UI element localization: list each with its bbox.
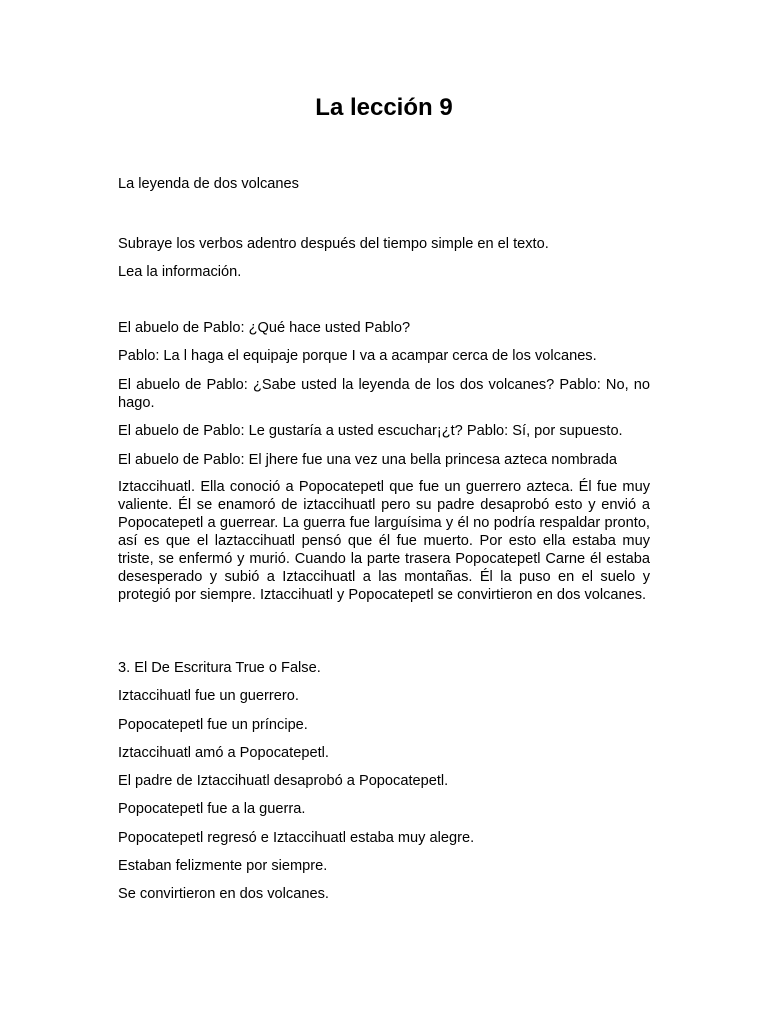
instruction-underline: Subraye los verbos adentro después del tiempo simple en el texto. xyxy=(118,236,549,252)
dialogue-line: El abuelo de Pablo: ¿Qué hace usted Pablo? xyxy=(118,320,411,336)
dialogue-line: El abuelo de Pablo: El jhere fue una vez una bella princesa azteca nombrada xyxy=(118,452,617,468)
exercise-statement: El padre de Iztaccihuatl desaprobó a Popocatepetl. xyxy=(118,773,449,789)
exercise-statement: Estaban felizmente por siempre. xyxy=(118,858,328,874)
dialogue-line: El abuelo de Pablo: Le gustaría a usted escuchar¡¿t? Pablo: Sí, por supuesto. xyxy=(118,423,623,439)
exercise-statement: Iztaccihuatl amó a Popocatepetl. xyxy=(118,745,329,761)
dialogue-line: El abuelo de Pablo: ¿Sabe usted la leyenda de los dos volcanes? Pablo: No, no hago. xyxy=(118,377,650,411)
exercise-heading: 3. El De Escritura True o False. xyxy=(118,660,321,676)
exercise-statement: Popocatepetl fue un príncipe. xyxy=(118,717,308,733)
story-paragraph: Iztaccihuatl. Ella conoció a Popocatepetl que fue un guerrero azteca. Él fue muy valiente. Él se enamoró de iztaccihuatl pero su padre desaprobó esto y envió a Popocatepetl a guerrear. La guerra fue larguísima y él no podría respaldar pronto, así es que el laztaccihuatl pensó que él fue muerto. Por esto ella estaba muy triste, se enfermó y murió. Cuando la parte trasera Popocatepetl Carne él estaba desesperado y subió a Iztaccihuatl a las montañas. Él la puso en el suelo y protegió por siempre. Iztaccihuatl y Popocatepetl se convirtieron en dos volcanes. xyxy=(118,479,650,603)
subtitle: La leyenda de dos volcanes xyxy=(118,176,299,192)
page-title: La lección 9 xyxy=(315,94,453,121)
instruction-read: Lea la información. xyxy=(118,264,242,280)
exercise-statement: Se convirtieron en dos volcanes. xyxy=(118,886,329,902)
exercise-statement: Popocatepetl regresó e Iztaccihuatl estaba muy alegre. xyxy=(118,830,475,846)
dialogue-line: Pablo: La l haga el equipaje porque I va a acampar cerca de los volcanes. xyxy=(118,348,597,364)
exercise-statement: Popocatepetl fue a la guerra. xyxy=(118,801,306,817)
exercise-statement: Iztaccihuatl fue un guerrero. xyxy=(118,688,299,704)
